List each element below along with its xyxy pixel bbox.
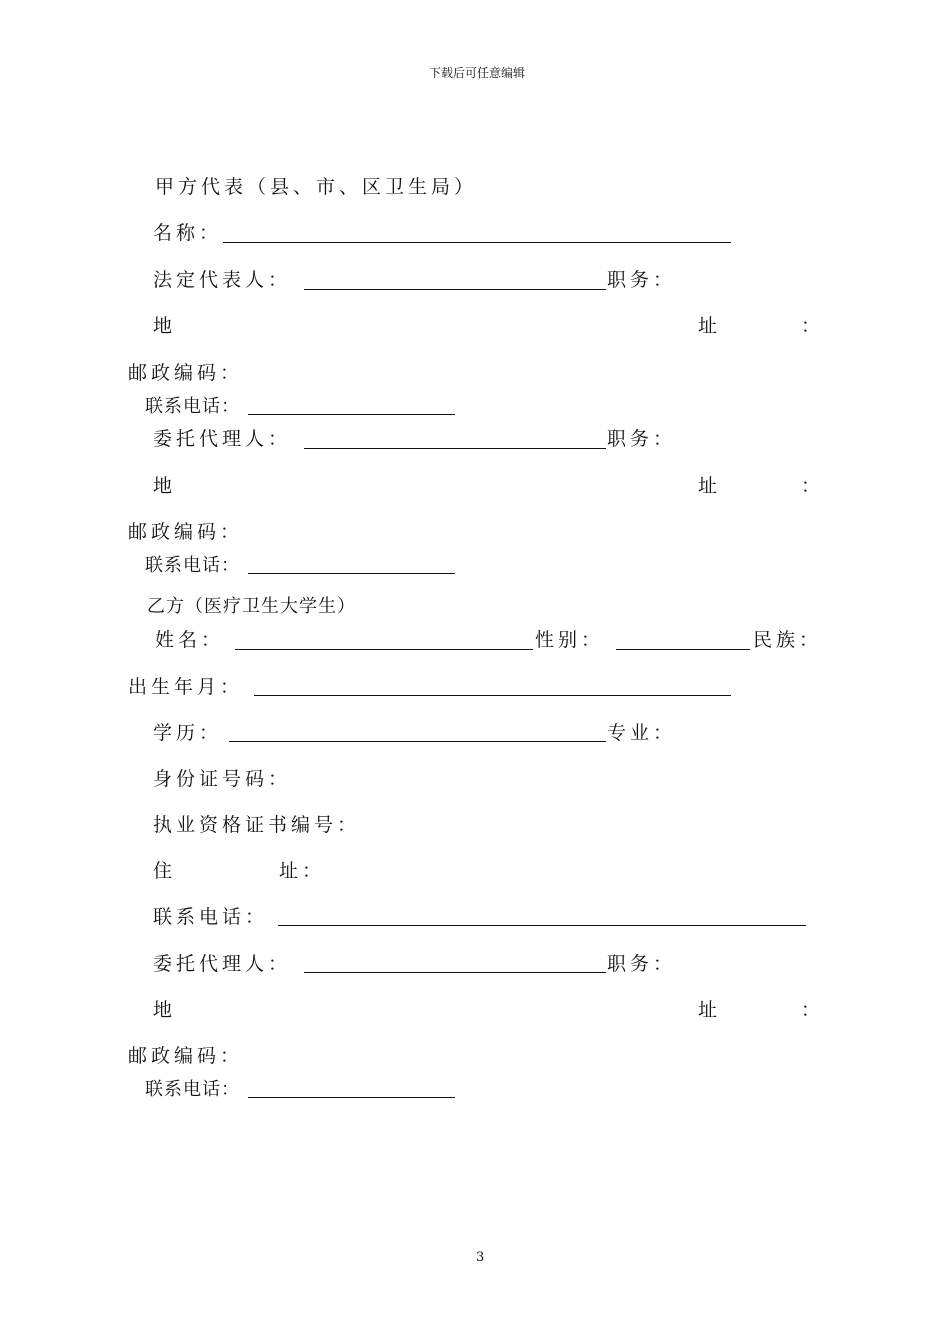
party-b-major-label: 专业：	[607, 722, 677, 744]
party-a-agent-field[interactable]	[304, 448, 606, 449]
party-b-name-field[interactable]	[235, 649, 533, 650]
party-b-agent-address-colon: ：	[801, 999, 825, 1021]
party-b-agent-phone-field[interactable]	[248, 1097, 455, 1098]
party-b-gender-label: 性别：	[535, 629, 605, 651]
page-number: 3	[476, 1250, 485, 1265]
party-a-legal-rep-field[interactable]	[304, 289, 606, 290]
page-header: 下载后可任意编辑	[429, 66, 526, 80]
party-b-birth-label: 出生年月：	[128, 676, 244, 698]
party-a-address-label: 地	[153, 315, 177, 337]
party-a-phone-label: 联系电话：	[145, 396, 240, 417]
party-b-agent-position-label: 职务：	[607, 953, 677, 975]
party-b-agent-label: 委托代理人：	[153, 953, 292, 975]
party-a-name-label: 名称：	[153, 222, 223, 244]
party-b-residence-label-right: 址：	[279, 860, 326, 882]
party-b-agent-address-label-mid: 址	[698, 999, 722, 1021]
party-a-agent-address-label: 地	[153, 475, 177, 497]
party-b-birth-field[interactable]	[254, 695, 731, 696]
party-b-agent-address-label: 地	[153, 999, 177, 1021]
party-b-agent-phone-label: 联系电话：	[145, 1079, 240, 1100]
party-a-agent-postcode-label: 邮政编码：	[128, 521, 244, 543]
party-b-gender-field[interactable]	[616, 649, 750, 650]
party-a-address-label-mid: 址	[698, 315, 722, 337]
party-b-residence-label: 住	[153, 860, 177, 882]
party-b-heading: 乙方（医疗卫生大学生）	[147, 596, 356, 617]
party-b-id-label: 身份证号码：	[153, 768, 292, 790]
party-a-agent-label: 委托代理人：	[153, 428, 292, 450]
party-b-phone-label: 联系电话：	[153, 906, 269, 928]
party-a-agent-phone-label: 联系电话：	[145, 555, 240, 576]
party-a-heading: 甲方代表（县、市、区卫生局）	[155, 176, 478, 198]
party-a-agent-address-colon: ：	[801, 475, 825, 497]
party-a-agent-position-label: 职务：	[607, 428, 677, 450]
party-b-name-label: 姓名：	[155, 629, 225, 651]
party-b-agent-postcode-label: 邮政编码：	[128, 1045, 244, 1067]
party-a-address-colon: ：	[801, 315, 825, 337]
party-a-agent-address-label-mid: 址	[698, 475, 722, 497]
party-b-agent-field[interactable]	[304, 972, 606, 973]
party-a-legal-rep-label: 法定代表人：	[153, 269, 292, 291]
party-b-phone-field[interactable]	[278, 925, 806, 926]
party-a-agent-phone-field[interactable]	[248, 573, 455, 574]
party-a-postcode-label: 邮政编码：	[128, 362, 244, 384]
party-b-license-label: 执业资格证书编号：	[153, 814, 361, 836]
party-a-phone-field[interactable]	[248, 414, 455, 415]
party-b-ethnicity-label: 民族：	[753, 629, 823, 651]
party-b-education-label: 学历：	[153, 722, 223, 744]
party-b-education-field[interactable]	[229, 741, 606, 742]
party-a-position-label: 职务：	[607, 269, 677, 291]
party-a-name-field[interactable]	[223, 242, 731, 243]
